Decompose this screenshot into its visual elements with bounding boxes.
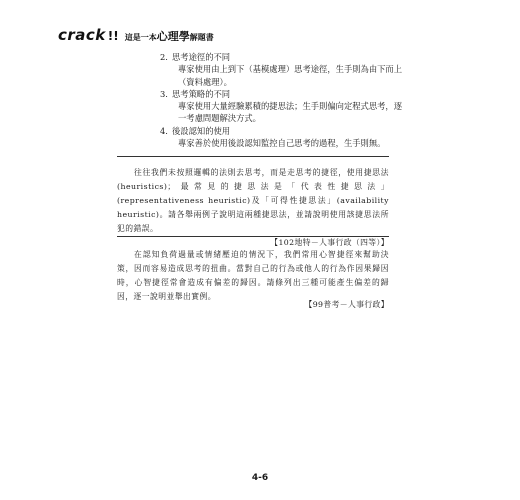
list-item-number: 2. (160, 52, 168, 62)
answer-list (160, 51, 410, 149)
brand-tagline (125, 28, 214, 44)
list-item-title: 思考策略的不同 (172, 88, 231, 99)
list-item (160, 88, 410, 125)
list-item (160, 51, 410, 88)
list-item-body: 專家使用大量經驗累積的捷思法；生手則偏向定程式思考，逐一考慮問題解決方式。 (178, 101, 403, 124)
question-text: 往往我們未按照邏輯的法則去思考，而是走思考的捷徑，使用捷思法(heuristics)；最常見的捷思法是「代表性捷思法」(representativeness heuristic)及「可得性捷思法」(availability heuristic)。請各舉兩例子說明這兩種捷思法，並請說明使用該捷思法所犯的錯誤。 (117, 168, 389, 233)
section-divider (117, 156, 389, 157)
exam-question-2 (117, 248, 389, 304)
list-item-body: 專家使用由上到下（基模處理）思考途徑，生手則為由下而上（資料處理）。 (178, 64, 403, 87)
list-item-title: 後設認知的使用 (172, 125, 231, 136)
list-item-title: 思考途徑的不同 (172, 52, 231, 62)
list-item-number: 4. (160, 125, 168, 136)
list-item-number: 3. (160, 88, 168, 99)
page-header (58, 26, 214, 44)
page-number: 4-6 (251, 473, 269, 483)
question-text: 在認知負荷過量或情緒壓迫的情況下，我們常用心智捷徑來幫助決策，因而容易造成思考的扭曲。當對自己的行為或他人的行為作因果歸因時，心智捷徑常會造成有偏差的歸因。請條列出三種可能產生偏差的歸因，逐一說明並舉出實例。 (117, 250, 389, 301)
tagline-prefix: 這是一本 (124, 33, 157, 42)
brand-logo-mark: !! (107, 29, 119, 43)
question-source: 【99普考－人事行政】 (304, 300, 389, 309)
tagline-subject: 心理學 (156, 30, 190, 43)
brand-logo: crack (58, 26, 106, 44)
tagline-suffix: 解題書 (189, 33, 214, 42)
exam-question-1 (117, 166, 389, 250)
section-divider (117, 236, 389, 237)
list-item (160, 125, 410, 150)
question-source: 【102地特－人事行政（四等）】 (270, 238, 389, 247)
list-item-body: 專家善於使用後設認知監控自己思考的過程，生手則無。 (178, 138, 386, 149)
